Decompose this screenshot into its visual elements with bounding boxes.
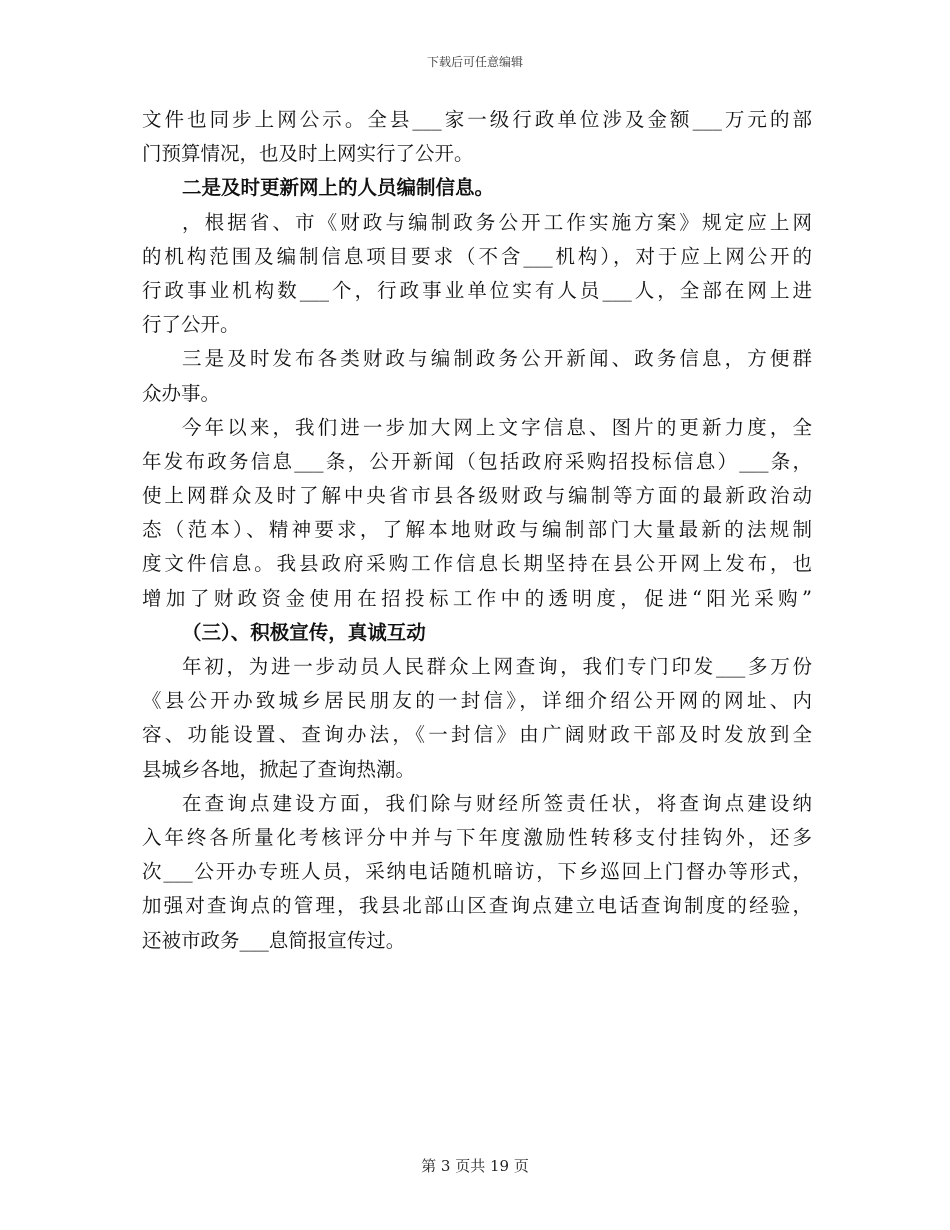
text-line: ，根据省、市《财政与编制政务公开工作实施方案》规定应上网 bbox=[182, 210, 812, 234]
text-line: 入年终各所量化考核评分中并与下年度激励性转移支付挂钩外，还多 bbox=[142, 825, 812, 849]
text-line: 在查询点建设方面，我们除与财经所签责任状，将查询点建设纳 bbox=[182, 791, 812, 815]
text-line: 使上网群众及时了解中央省市县各级财政与编制等方面的最新政治动 bbox=[142, 484, 812, 508]
text-line: 次___公开办专班人员，采纳电话随机暗访，下乡巡回上门督办等形式， bbox=[142, 860, 812, 884]
text-line: 行政事业机构数___个，行政事业单位实有人员___人，全部在网上进 bbox=[142, 278, 812, 302]
text-line: 众办事。 bbox=[142, 381, 221, 405]
text-line: 《县公开办致城乡居民朋友的一封信》，详细介绍公开网的网址、内 bbox=[142, 689, 812, 713]
text-line: 的机构范围及编制信息项目要求（不含___机构），对于应上网公开的 bbox=[142, 244, 812, 268]
text-line: 年初，为进一步动员人民群众上网查询，我们专门印发___多万份 bbox=[182, 655, 812, 678]
document-body bbox=[142, 103, 812, 958]
text-line: 门预算情况，也及时上网实行了公开。 bbox=[142, 142, 474, 166]
page-footer: 第 3 页共 19 页 bbox=[421, 1157, 529, 1175]
text-line: 加强对查询点的管理，我县北部山区查询点建立电话查询制度的经验， bbox=[142, 894, 812, 918]
text-line: 还被市政务___息简报宣传过。 bbox=[142, 928, 406, 952]
text-line: 态（范本）、精神要求，了解本地财政与编制部门大量最新的法规制 bbox=[142, 518, 812, 542]
section-heading: （三）、积极宣传，真诚互动 bbox=[182, 620, 426, 644]
page-header: 下载后可任意编辑 bbox=[426, 55, 523, 69]
text-line: 年发布政务信息___条，公开新闻（包括政府采购招投标信息）___条， bbox=[142, 449, 812, 473]
text-line: 县城乡各地，掀起了查询热潮。 bbox=[142, 757, 416, 781]
text-line: 今年以来，我们进一步加大网上文字信息、图片的更新力度，全 bbox=[182, 415, 812, 439]
text-line: 度文件信息。我县政府采购工作信息长期坚持在县公开网上发布，也 bbox=[142, 552, 812, 576]
text-line: 容、功能设置、查询办法，《一封信》由广阔财政干部及时发放到全 bbox=[142, 723, 812, 747]
text-line: 三是及时发布各类财政与编制政务公开新闻、政务信息，方便群 bbox=[182, 347, 812, 371]
section-heading: 二是及时更新网上的人员编制信息。 bbox=[182, 176, 495, 200]
text-line: 文件也同步上网公示。全县___家一级行政单位涉及金额___万元的部 bbox=[142, 108, 812, 131]
text-line: 增加了财政资金使用在招投标工作中的透明度，促进“阳光采购” bbox=[142, 586, 812, 610]
text-line: 行了公开。 bbox=[142, 313, 240, 337]
